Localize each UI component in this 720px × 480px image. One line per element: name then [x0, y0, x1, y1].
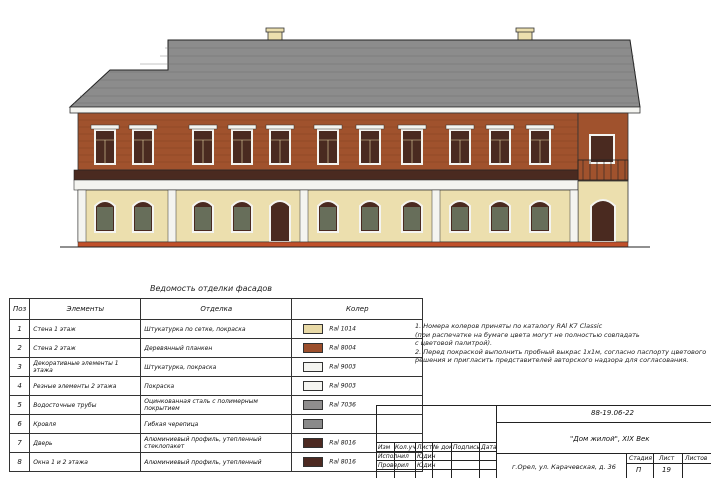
color-code: Ral 8004	[329, 344, 356, 352]
color-swatch	[303, 324, 323, 334]
row-element: Кровля	[30, 415, 141, 434]
color-code: Ral 9003	[329, 363, 356, 371]
table-row	[10, 453, 423, 472]
row-finish: Штукатурка по сетке, покраска	[141, 320, 292, 339]
row-finish: Алюминиевый профиль, утепленный стеклопакет	[141, 434, 292, 453]
color-code: Ral 9003	[329, 382, 356, 390]
row-color	[292, 377, 423, 396]
color-swatch	[303, 419, 323, 429]
col-izm: Изм	[378, 444, 391, 451]
stage-label: Стадия	[629, 455, 653, 462]
row-element: Водосточные трубы	[30, 396, 141, 415]
color-code: Ral 7036	[329, 401, 356, 409]
row-pos: 8	[10, 453, 30, 472]
color-swatch	[303, 400, 323, 410]
row-element: Декоративные элементы 1 этажа	[30, 358, 141, 377]
title-block	[376, 405, 711, 478]
role-executed: Исполнил	[378, 453, 409, 460]
note-line: (при распечатке на бумаге цвета могут не полностью совпадать	[415, 330, 640, 339]
project-code: 88-19.06-22	[591, 409, 634, 417]
drawing-notes	[415, 322, 706, 365]
row-finish: Деревянный планкен	[141, 339, 292, 358]
cornice	[70, 107, 640, 113]
header-element: Элементы	[30, 299, 141, 320]
row-finish: Гибкая черепица	[141, 415, 292, 434]
note-line: с цветовой палитрой).	[415, 339, 493, 348]
roof	[70, 40, 640, 107]
color-code: Ral 8016	[329, 458, 356, 466]
row-finish: Оцинкованная сталь с полимерным покрытием	[141, 396, 292, 415]
row-pos: 6	[10, 415, 30, 434]
table-row	[10, 358, 423, 377]
sheet-value: 19	[662, 466, 671, 474]
schedule-title: Ведомость отделки фасадов	[150, 284, 272, 293]
header-finish: Отделка	[141, 299, 292, 320]
col-list: Лист	[417, 444, 433, 451]
note-line: 2. Перед покраской выполнить пробный выкрас 1х1м, согласно паспорту цветового	[415, 347, 707, 356]
row-pos: 5	[10, 396, 30, 415]
table-row	[10, 434, 423, 453]
table-row	[10, 377, 423, 396]
row-element: Дверь	[30, 434, 141, 453]
color-swatch	[303, 457, 323, 467]
color-swatch	[303, 381, 323, 391]
row-element: Стена 2 этаж	[30, 339, 141, 358]
row-finish: Покраска	[141, 377, 292, 396]
name-checked: Юдин	[417, 462, 436, 469]
schedule-header-row	[10, 299, 423, 320]
table-row	[10, 396, 423, 415]
col-date: Дата	[481, 444, 497, 451]
row-finish: Штукатурка, покраска	[141, 358, 292, 377]
note-line: 1. Номера колеров приняты по каталогу RAl K7 Classic	[415, 322, 603, 330]
role-checked: Проверил	[378, 462, 409, 469]
header-pos: Поз	[10, 299, 30, 320]
col-sign: Подпись	[453, 444, 480, 451]
table-row	[10, 415, 423, 434]
sheets-label: Листов	[685, 455, 708, 462]
plinth	[78, 242, 628, 247]
row-element: Стена 1 этаж	[30, 320, 141, 339]
belt-course	[74, 170, 578, 180]
note-line: решения и пригласить представителей авторского надзора для согласования.	[415, 356, 689, 365]
header-color: Колер	[292, 299, 423, 320]
row-color	[292, 339, 423, 358]
color-code: Ral 8016	[329, 439, 356, 447]
front-door	[270, 201, 290, 242]
row-pos: 2	[10, 339, 30, 358]
sheet-label: Лист	[659, 455, 675, 462]
row-pos: 7	[10, 434, 30, 453]
col-doc: № док.	[433, 444, 455, 451]
color-swatch	[303, 362, 323, 372]
table-row	[10, 339, 423, 358]
stage-value: П	[636, 466, 642, 474]
finishes-schedule-table	[9, 298, 423, 472]
project-name: "Дом жилой", XIX Век	[570, 435, 650, 443]
table-row	[10, 320, 423, 339]
row-color	[292, 358, 423, 377]
row-finish: Алюминиевый профиль, утепленный	[141, 453, 292, 472]
row-element: Окна 1 и 2 этажа	[30, 453, 141, 472]
color-swatch	[303, 438, 323, 448]
row-pos: 3	[10, 358, 30, 377]
row-pos: 4	[10, 377, 30, 396]
color-code: Ral 1014	[329, 325, 356, 333]
row-element: Резные элементы 2 этажа	[30, 377, 141, 396]
project-address: г.Орел, ул. Карачевская, д. 36	[512, 463, 616, 471]
color-swatch	[303, 343, 323, 353]
side-door	[591, 200, 615, 242]
row-color	[292, 320, 423, 339]
row-pos: 1	[10, 320, 30, 339]
name-executed: Юдин	[417, 453, 436, 460]
col-kol: Кол.уч	[395, 444, 416, 451]
